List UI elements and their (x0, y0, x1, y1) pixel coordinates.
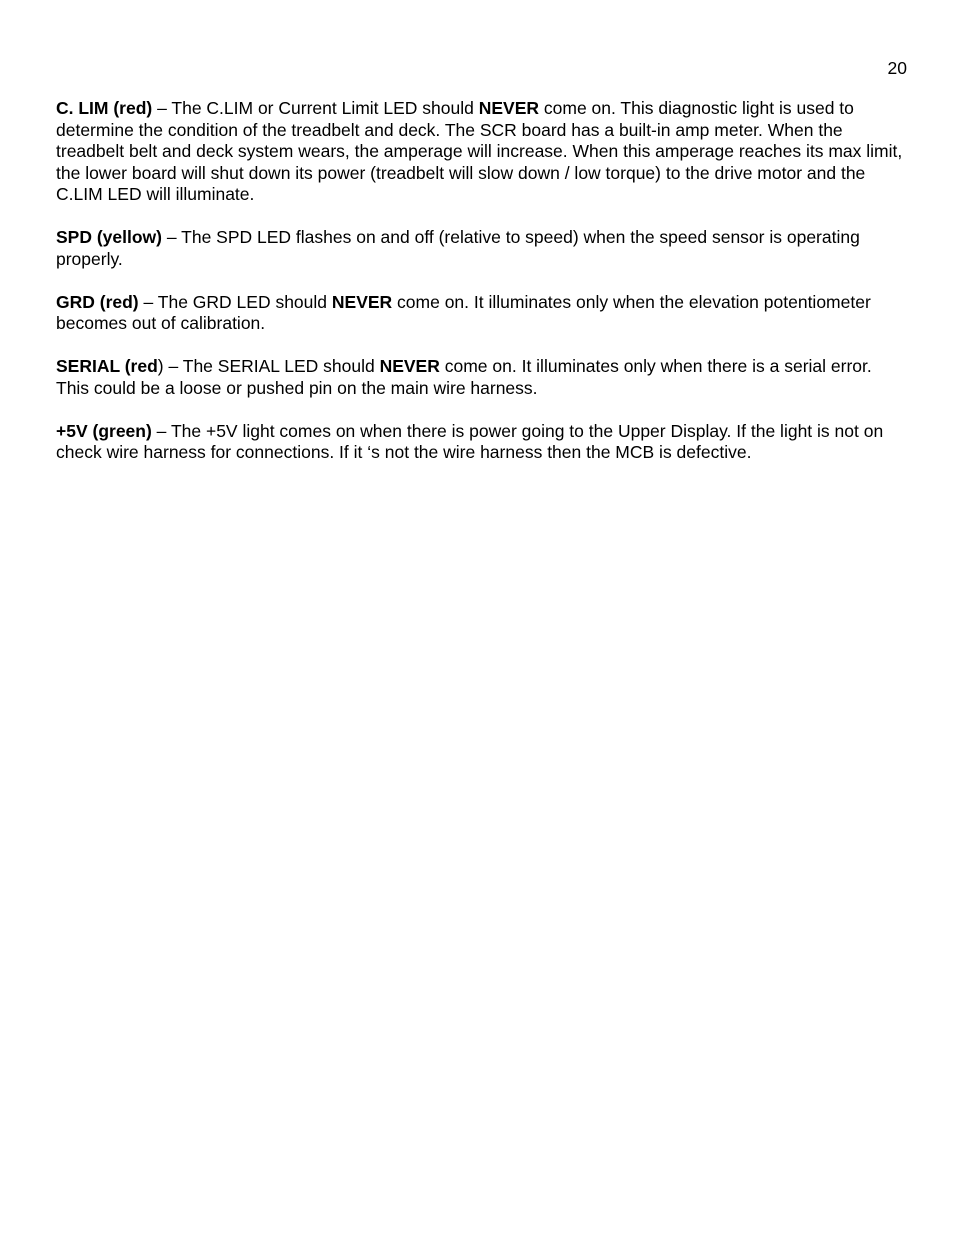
grd-never: NEVER (331, 291, 393, 312)
c-lim-never: NEVER (478, 98, 540, 118)
paragraph-grd (56, 292, 906, 335)
page-number: 20 (887, 58, 907, 78)
serial-heading: SERIAL (red (56, 356, 158, 376)
paragraph-serial (56, 356, 906, 399)
grd-text-2: come on. It illuminates only when the elevation potentiometer becomes out of calibration. (56, 291, 871, 333)
document-body (56, 98, 906, 485)
paragraph-5v (56, 421, 906, 464)
c-lim-heading: C. LIM (red) (56, 98, 153, 118)
spd-heading: SPD (yellow) (56, 227, 162, 247)
grd-heading: GRD (red) (56, 291, 139, 312)
c-lim-text-2: come on. This diagnostic light is used to determine the condition of the treadbelt and deck. The SCR board has a built-in amp meter. When the treadbelt belt and deck system wears, the amperage will increase. When this amperage reaches its max limit, the lower board will shut down its power (treadbelt will slow down / low torque) to the drive motor and the C.LIM LED will illuminate. (56, 98, 903, 204)
5v-text: – The +5V light comes on when there is power going to the Upper Display. If the light is not on check wire harness for connections. If it ‘s not the wire harness then the MCB is defective. (56, 420, 884, 462)
grd-text-1: – The GRD LED should (138, 291, 332, 312)
serial-text-1: ) – The SERIAL LED should (157, 356, 380, 376)
paragraph-spd (56, 227, 906, 270)
c-lim-text-1: – The C.LIM or Current Limit LED should (152, 98, 479, 118)
paragraph-c-lim (56, 98, 906, 206)
5v-heading: +5V (green) (56, 420, 152, 441)
serial-never: NEVER (379, 356, 440, 376)
spd-text: – The SPD LED flashes on and off (relative to speed) when the speed sensor is operating properly. (56, 227, 860, 269)
serial-text-2: come on. It illuminates only when there is a serial error. This could be a loose or pushed pin on the main wire harness. (56, 356, 872, 398)
